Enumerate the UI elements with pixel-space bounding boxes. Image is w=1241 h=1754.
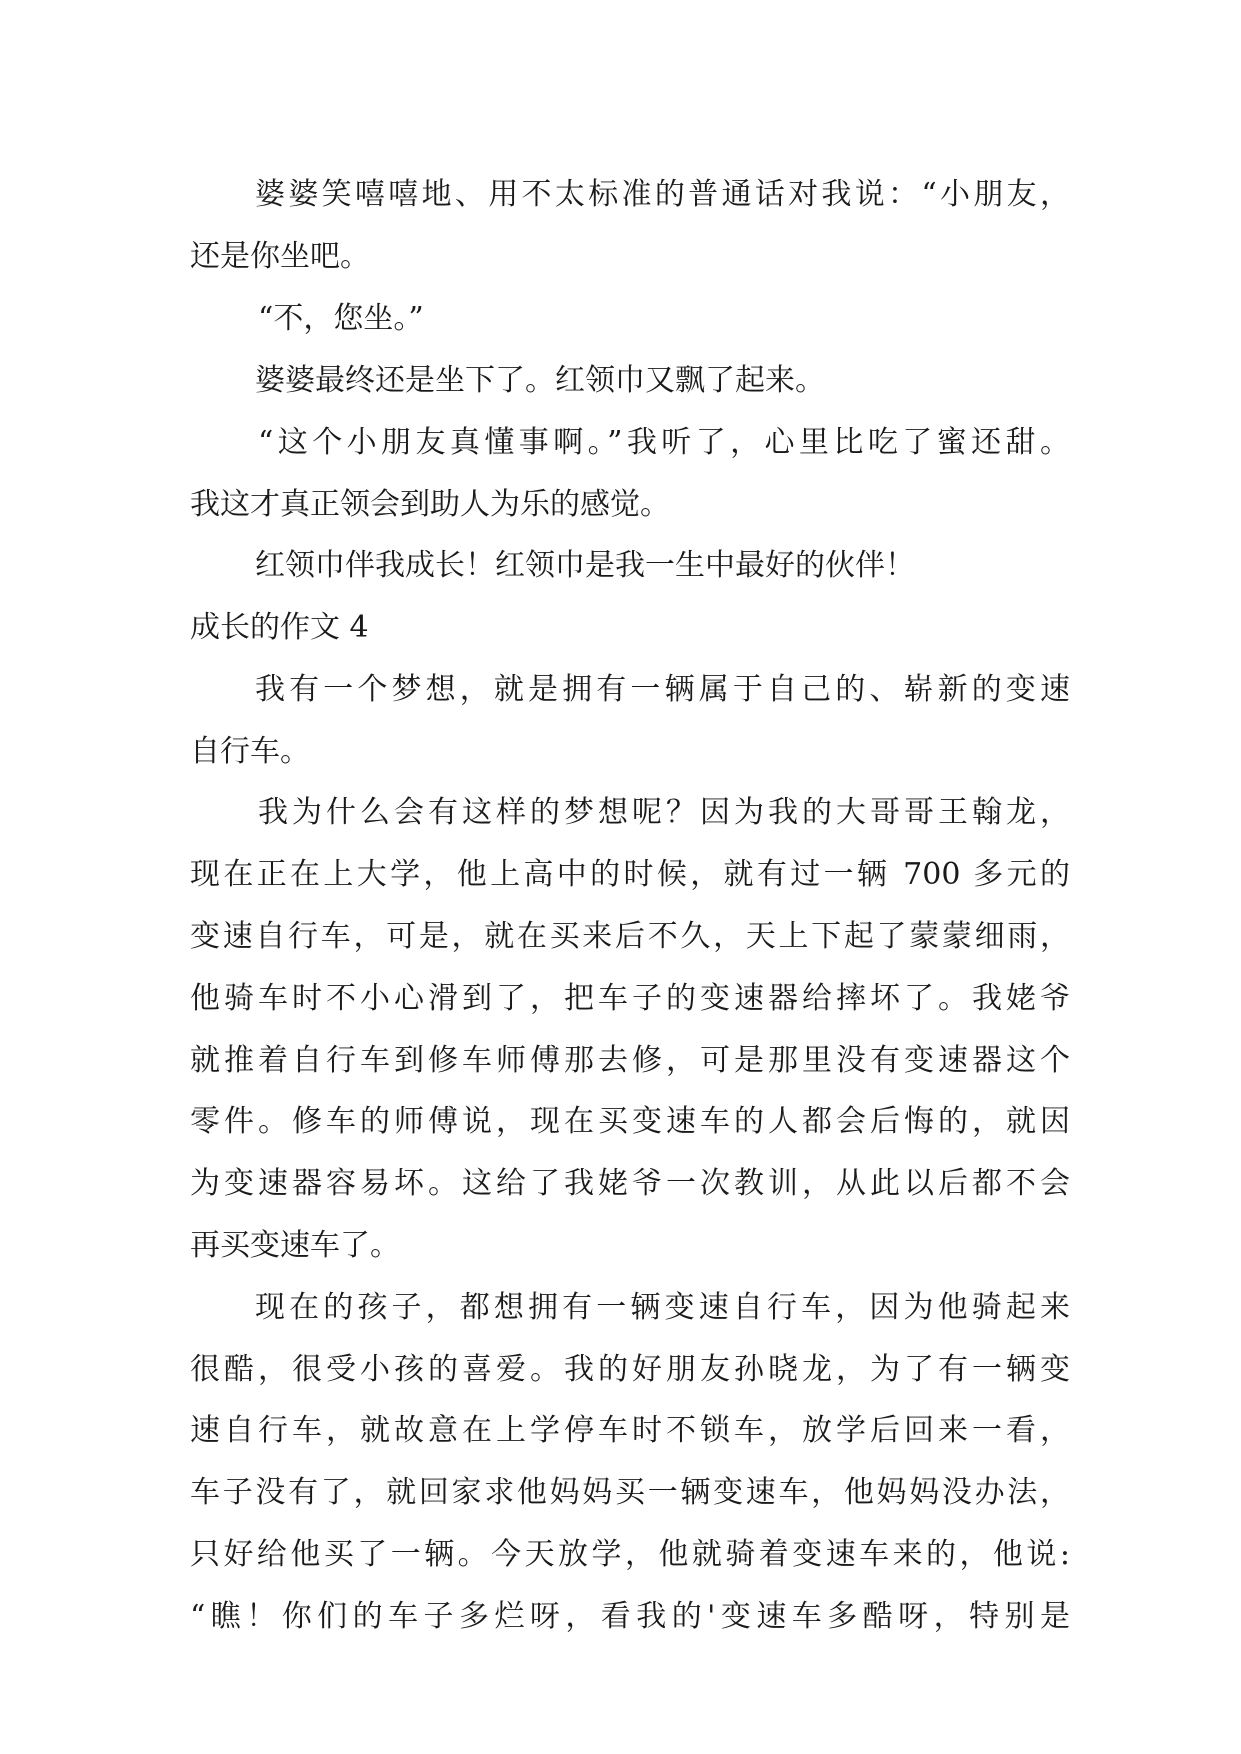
text-line: 只好给他买了一辆。今天放学，他就骑着变速车来的，他说: — [190, 1537, 1070, 1572]
text-line: 再买变速车了。 — [190, 1228, 400, 1263]
text-line: 自行车。 — [190, 734, 310, 769]
text-line: “瞧！你们的车子多烂呀，看我的'变速车多酷呀，特别是 — [190, 1599, 1070, 1634]
text-line: “不，您坐。” — [258, 301, 424, 336]
text-line: 婆婆最终还是坐下了。红领巾又飘了起来。 — [255, 363, 825, 398]
text-line: 现在正在上大学，他上高中的时候，就有过一辆 700 多元的 — [190, 857, 1070, 892]
text-line: 很酷，很受小孩的喜爱。我的好朋友孙晓龙，为了有一辆变 — [190, 1352, 1070, 1387]
section-heading: 成长的作文 4 — [190, 610, 369, 645]
text-line: 他骑车时不小心滑到了，把车子的变速器给摔坏了。我姥爷 — [190, 981, 1070, 1016]
text-line: 红领巾伴我成长！红领巾是我一生中最好的伙伴！ — [255, 548, 915, 583]
text-line: 我为什么会有这样的梦想呢？因为我的大哥哥王翰龙， — [258, 795, 1070, 830]
text-line: 车子没有了，就回家求他妈妈买一辆变速车，他妈妈没办法， — [190, 1475, 1070, 1510]
text-line: 为变速器容易坏。这给了我姥爷一次教训，从此以后都不会 — [190, 1166, 1070, 1201]
text-line: 我这才真正领会到助人为乐的感觉。 — [190, 487, 670, 522]
text-line: 零件。修车的师傅说，现在买变速车的人都会后悔的，就因 — [190, 1104, 1070, 1139]
text-line: 变速自行车，可是，就在买来后不久，天上下起了蒙蒙细雨， — [190, 919, 1070, 954]
text-line: 就推着自行车到修车师傅那去修，可是那里没有变速器这个 — [190, 1043, 1070, 1078]
text-line: 现在的孩子，都想拥有一辆变速自行车，因为他骑起来 — [255, 1290, 1070, 1325]
text-line: 我有一个梦想，就是拥有一辆属于自己的、崭新的变速 — [255, 672, 1070, 707]
text-line: 速自行车，就故意在上学停车时不锁车，放学后回来一看， — [190, 1413, 1070, 1448]
text-line: 婆婆笑嘻嘻地、用不太标准的普通话对我说：“小朋友， — [255, 177, 1070, 212]
text-line: “这个小朋友真懂事啊。”我听了，心里比吃了蜜还甜。 — [258, 425, 1070, 460]
text-line: 还是你坐吧。 — [190, 239, 370, 274]
